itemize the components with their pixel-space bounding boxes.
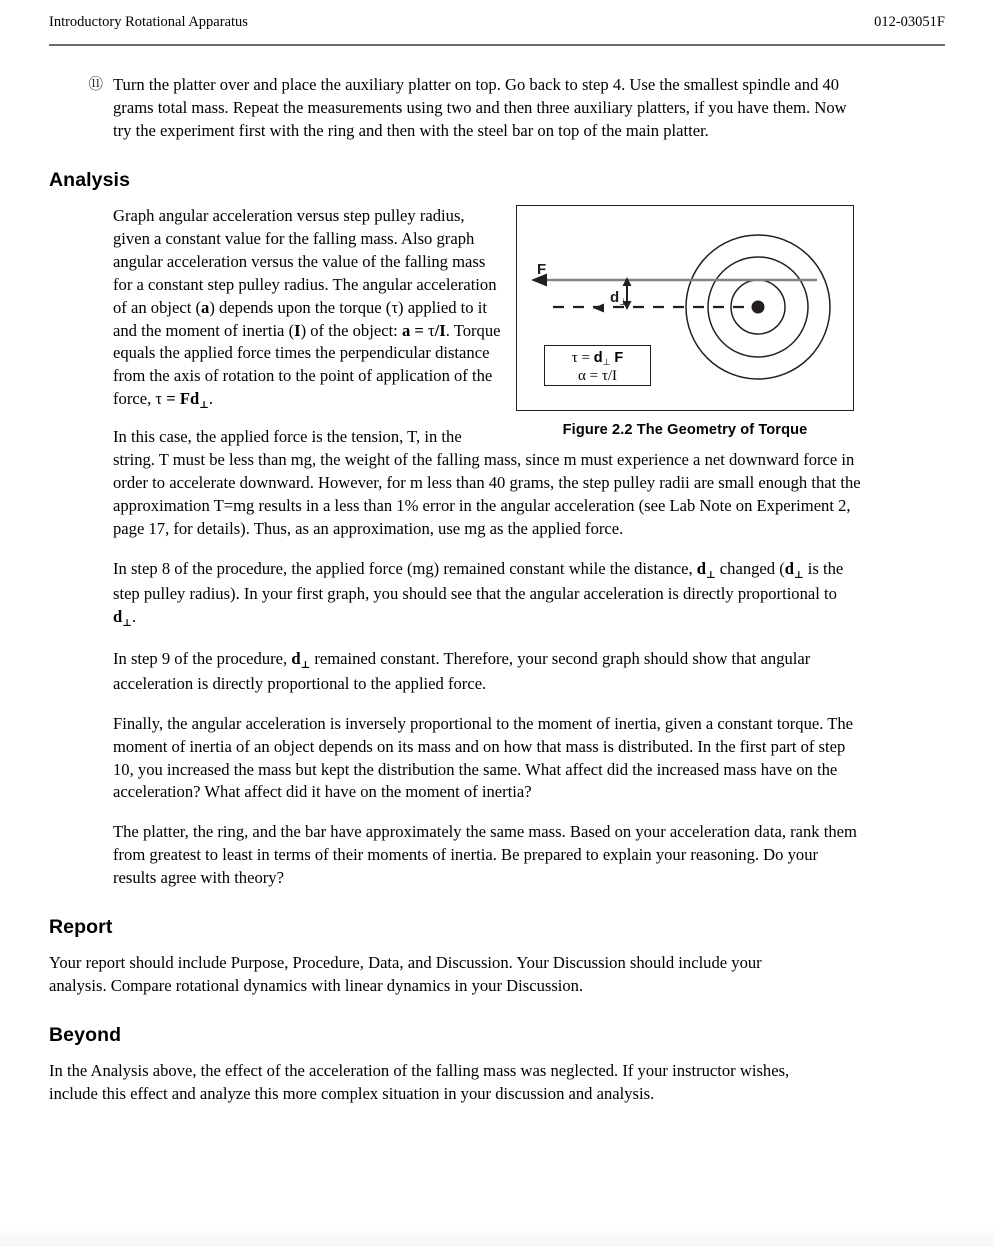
figure-caption: Figure 2.2 The Geometry of Torque bbox=[562, 421, 808, 438]
symbol-tau: τ bbox=[391, 297, 399, 317]
running-header bbox=[49, 14, 945, 31]
figure-equation-alpha: α = τ/I bbox=[577, 368, 618, 385]
beyond-body: In the Analysis above, the effect of the acceleration of the falling mass was neglected. If your instructor wishes, include this effect and analyze this more complex situation in your discussion and analysis. bbox=[49, 1061, 790, 1104]
symbol-a: a bbox=[201, 297, 210, 317]
step-text: Turn the platter over and place the auxiliary platter on top. Go back to step 4. Use the smallest spindle and 40 grams total mass. Repeat the measurements using two and then three auxiliary platters, if you have them. Now try the experiment first with the ring and then with the steel bar on top of the main platter. bbox=[113, 75, 847, 140]
heading-beyond: Beyond bbox=[49, 1024, 122, 1047]
step-number-badge: ⑪ bbox=[88, 77, 103, 93]
figure-equation-box bbox=[544, 345, 651, 386]
header-document-code: 012-03051F bbox=[874, 14, 945, 30]
figure-frame bbox=[516, 205, 854, 411]
header-title: Introductory Rotational Apparatus bbox=[49, 14, 248, 30]
d-arrowhead-up-icon bbox=[623, 277, 632, 286]
force-label: F bbox=[537, 260, 547, 278]
distance-label: $d_\perp$ bbox=[610, 288, 628, 308]
equation-Fd: Fd bbox=[179, 389, 200, 409]
report-body: Your report should include Purpose, Procedure, Data, and Discussion. Your Discussion should include your analysis. Compare rotational dynamics with linear dynamics in your Discussion. bbox=[49, 953, 762, 996]
analysis-paragraph-6: The platter, the ring, and the bar have approximately the same mass. Based on your acceleration data, rank them from greatest to least in terms of their moments of inertia. Be prepared to explain your reasoning. Do your results agree with theory? bbox=[113, 822, 857, 888]
perpendicular-subscript: ⊥ bbox=[619, 296, 628, 308]
heading-report: Report bbox=[49, 916, 113, 939]
page-bottom-edge bbox=[0, 1222, 994, 1246]
figure-equation-torque: $\tau = d_\perp$ F bbox=[571, 349, 624, 367]
analysis-paragraph-5: Finally, the angular acceleration is inversely proportional to the moment of inertia, given a constant torque. The moment of inertia of an object depends on its mass and on how that mass is distributed. In the first part of step 10, you increased the mass but kept the distribution the same. What affect did the increased mass have on the acceleration? What affect did it have on the moment of inertia? bbox=[113, 713, 854, 802]
analysis-paragraph-2: In this case, the applied force is the tension, T, in the string. T must be less than mg, the weight of the falling mass, since m must experience a net downward force in order to accelerate downward. However, for m less than 40 grams, the step pulley radii are small enough that the approximation T=mg results in a less than 1% error in the angular acceleration (see Lab Note on Experiment 2, page 17, for details). Thus, as an approximation, use mg as the applied force. bbox=[113, 427, 861, 539]
heading-analysis: Analysis bbox=[49, 168, 131, 191]
analysis-paragraph-1: Graph angular acceleration versus step pulley radius, given a constant value for the falling mass. Also graph angular acceleration versus the value of the falling mass for a constant step pulley radius. The angular acceleration of an object (a) depends upon the torque (τ) applied to it and the moment of inertia (I) of the object: a = τ/I. Torque equals the applied force times the perpendicular distance from the axis of rotation to the point of application of the force, $\tau = Fd_\perp$. bbox=[113, 205, 501, 412]
analysis-paragraph-3: In step 8 of the procedure, the applied force (mg) remained constant while the distance, $d_\perp$ changed ($d_\perp$ is the step pulley radius). In your first graph, you should see that the angular acceleration is directly proportional to $d_\perp$. bbox=[113, 559, 844, 629]
equation-a: a bbox=[401, 320, 411, 340]
d-left-arrowhead-icon bbox=[593, 303, 604, 312]
symbol-I: I bbox=[294, 320, 301, 340]
analysis-paragraph-4: In step 9 of the procedure, $d_\perp$ remained constant. Therefore, your second graph should show that angular acceleration is directly proportional to the applied force. bbox=[113, 648, 811, 693]
header-divider bbox=[49, 44, 945, 46]
figure-2-2 bbox=[516, 205, 861, 438]
document-body bbox=[49, 74, 945, 1106]
analysis-body bbox=[113, 205, 861, 891]
procedure-step-10 bbox=[88, 74, 861, 143]
